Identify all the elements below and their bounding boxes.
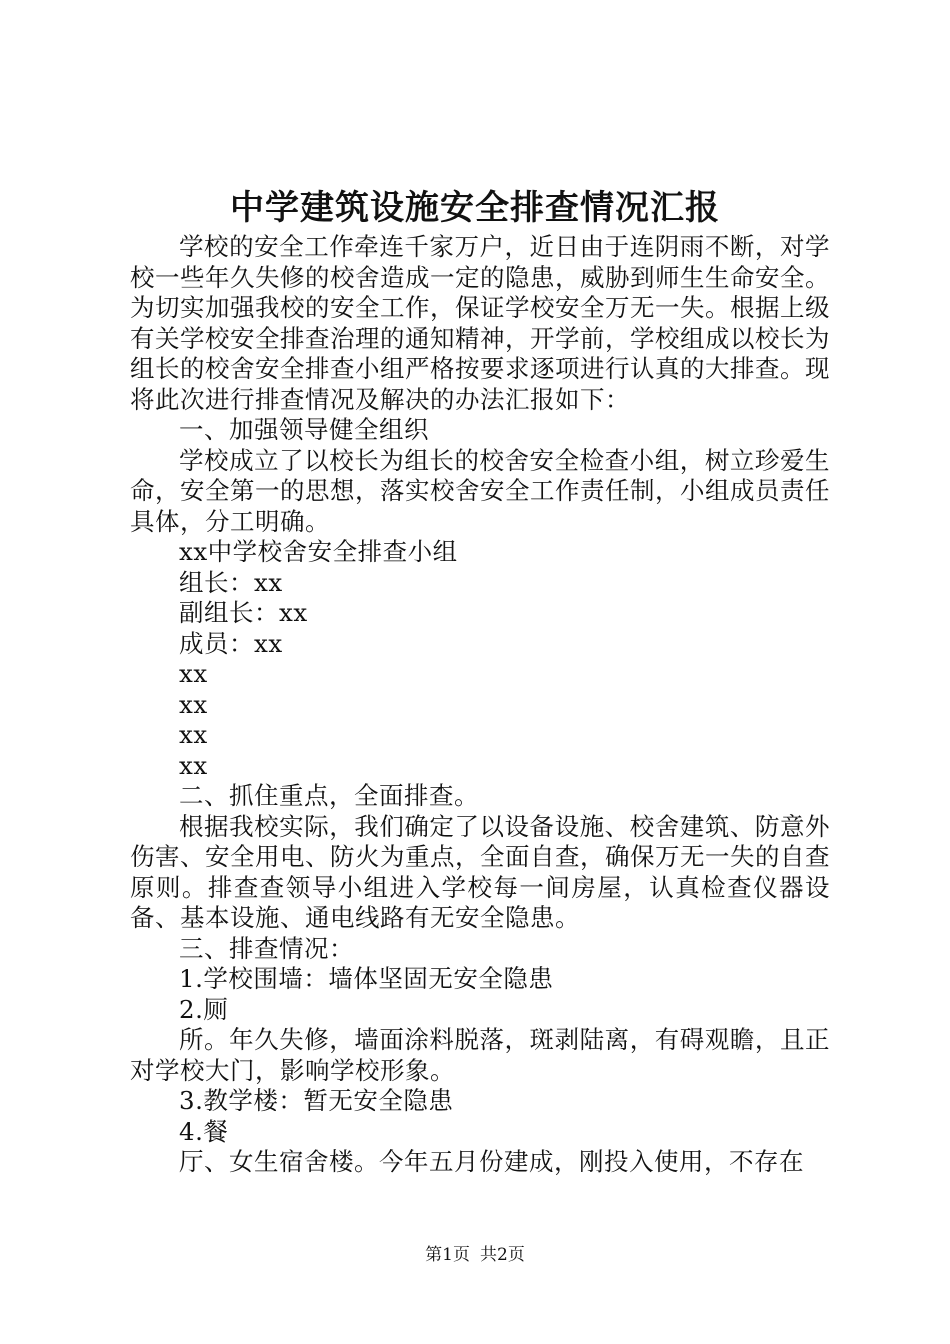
group-members-label: 成员：xx xyxy=(179,628,283,658)
group-deputy: 副组长：xx xyxy=(179,598,308,627)
group-member: xx xyxy=(179,689,208,719)
section3-item2-head: 2.厕 xyxy=(179,994,229,1024)
document-body xyxy=(130,232,830,1178)
page-footer xyxy=(0,1244,950,1266)
group-leader: 组长：xx xyxy=(179,567,283,597)
section3-item4-head: 4.餐 xyxy=(179,1116,229,1146)
section1-heading: 一、加强领导健全组织 xyxy=(179,415,429,444)
section3-heading: 三、排查情况： xyxy=(179,933,354,963)
section1-paragraph: 学校成立了以校长为组长的校舍安全检查小组，树立珍爱生命，安全第一的思想，落实校舍安全工作责任制，小组成员责任具体，分工明确。 xyxy=(130,445,830,536)
group-member: xx xyxy=(179,720,208,749)
page-number: 第1页 xyxy=(425,1245,470,1265)
group-member: xx xyxy=(179,750,208,780)
section3-item2-text: 所。年久失修，墙面涂料脱落，斑剥陆离，有碍观瞻，且正对学校大门，影响学校形象。 xyxy=(130,1025,830,1085)
section2-heading: 二、抓住重点，全面排查。 xyxy=(179,781,479,810)
page-total: 共2页 xyxy=(480,1245,525,1265)
section3-item3: 3.教学楼：暂无安全隐患 xyxy=(179,1086,454,1115)
group-member: xx xyxy=(179,659,208,688)
section3-item4-text: 厅、女生宿舍楼。今年五月份建成，刚投入使用，不存在 xyxy=(179,1147,804,1176)
intro-paragraph: 学校的安全工作牵连千家万户，近日由于连阴雨不断，对学校一些年久失修的校舍造成一定的隐患，威胁到师生生命安全。为切实加强我校的安全工作，保证学校安全万无一失。根据上级有关学校安全排查治理的通知精神，开学前，学校组成以校长为组长的校舍安全排查小组严格按要求逐项进行认真的大排查。现将此次进行排查情况及解决的办法汇报如下： xyxy=(130,232,830,414)
group-name: xx中学校舍安全排查小组 xyxy=(179,537,458,566)
document-title: 中学建筑设施安全排查情况汇报 xyxy=(230,188,720,228)
section3-item1: 1.学校围墙：墙体坚固无安全隐患 xyxy=(179,964,554,993)
section2-paragraph: 根据我校实际，我们确定了以设备设施、校舍建筑、防意外伤害、安全用电、防火为重点，全面自查，确保万无一失的自查原则。排查查领导小组进入学校每一间房屋，认真检查仪器设备、基本设施、通电线路有无安全隐患。 xyxy=(130,811,830,932)
